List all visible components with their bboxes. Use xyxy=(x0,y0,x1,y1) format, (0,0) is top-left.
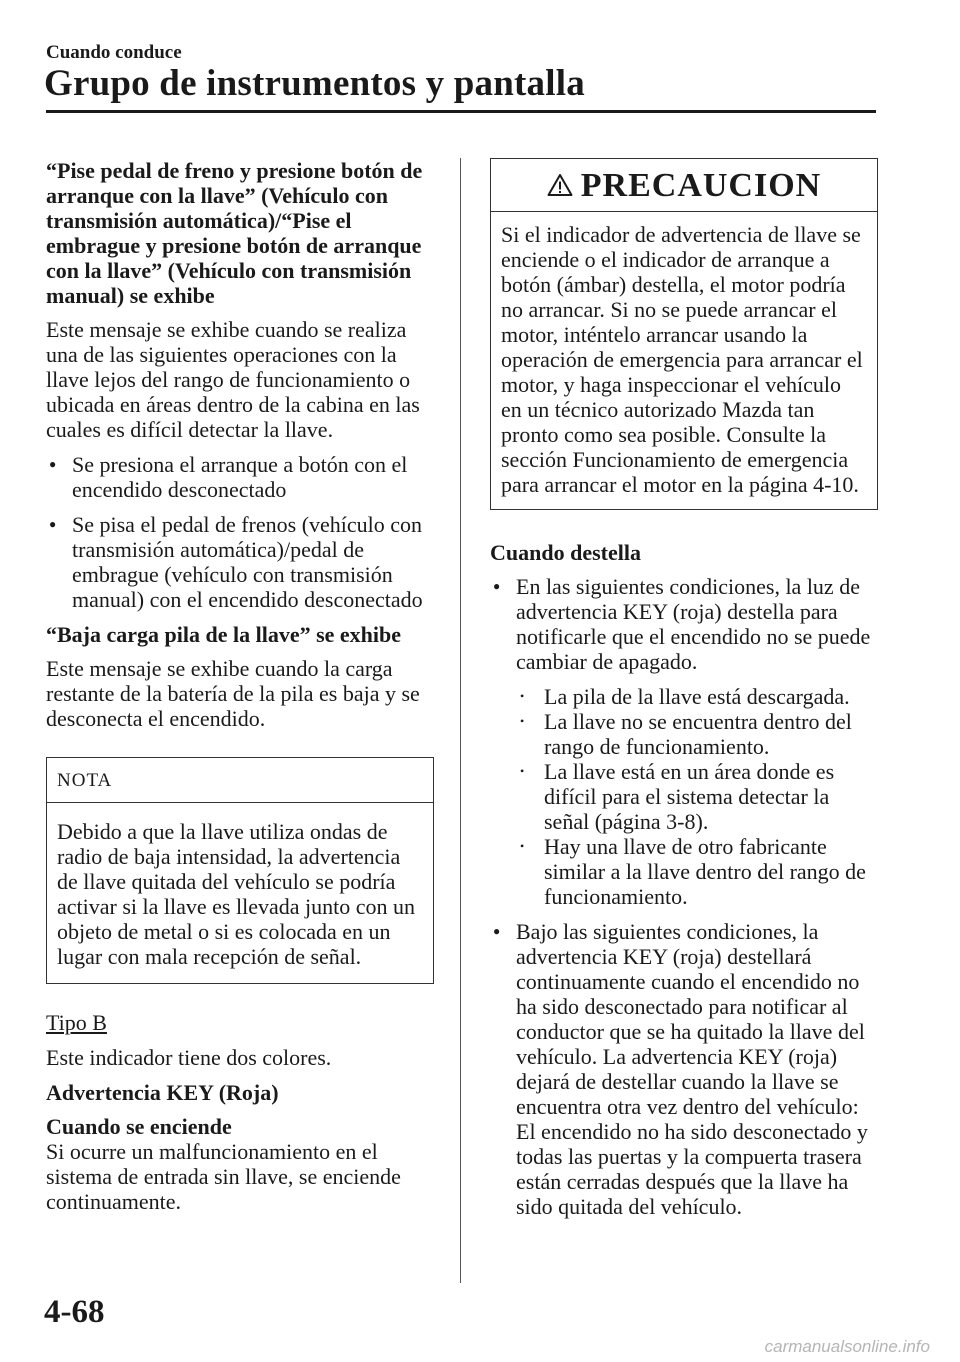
bullet-list-operations xyxy=(46,452,434,612)
list-item xyxy=(490,574,878,909)
sub-list-item: • La pila de la llave está descargada. xyxy=(490,684,878,709)
bullet-list-flash-conditions xyxy=(490,574,878,1219)
section-label: Cuando conduce xyxy=(46,42,182,63)
heading-low-battery-message: “Baja carga pila de la llave” se exhibe xyxy=(46,622,402,647)
column-divider xyxy=(460,158,461,1283)
note-title: NOTA xyxy=(47,758,433,803)
sub-list-item: • La llave no se encuentra dentro del rango de funcionamiento. xyxy=(490,709,878,759)
caution-header xyxy=(491,159,877,212)
caution-text: Si el indicador de advertencia de llave se enciende o el indicador de arranque a botón (ámbar) destella, el motor podría no arrancar. Si no se puede arrancar el motor, inténtelo arrancar usando la operación de emergencia para arrancar el motor, y haga inspeccionar el vehículo en un técnico autorizado Mazda tan pronto como sea posible. Consulte la sección Funcionamiento de emergencia para arrancar el motor en la página 4-10. xyxy=(501,222,863,497)
heading-when-flashes: Cuando destella xyxy=(490,540,641,565)
heading-press-brake-message: “Pise pedal de freno y presione botón de arranque con la llave” (Vehículo con transmisión automática)/“Pise el embrague y presione botón de arranque con la llave” (Vehículo con transmisión manual) se exhibe xyxy=(46,158,423,308)
paragraph-low-battery: Este mensaje se exhibe cuando la carga restante de la batería de la pila es baja y se desconecta el encendido. xyxy=(46,656,420,731)
paragraph-message-explanation: Este mensaje se exhibe cuando se realiza una de las siguientes operaciones con la llave lejos del rango de funcionamiento o ubicada en áreas dentro de la cabina en las cuales es difícil detectar la llave. xyxy=(46,317,420,442)
bullet-text: En las siguientes condiciones, la luz de advertencia KEY (roja) destella para notificarle que el encendido no se puede cambiar de apagado. xyxy=(516,574,871,674)
list-item: ● Bajo las siguientes condiciones, la advertencia KEY (roja) destellará continuamente cuando el encendido no ha sido desconectado para notificar al conductor que se ha quitado la llave del vehículo. La advertencia KEY (roja) dejará de destellar cuando la llave se encuentra otra vez dentro del vehículo: El encendido no ha sido desconectado y todas las puertas y la compuerta trasera están cerradas después que la llave ha sido quitada del vehículo. xyxy=(490,919,878,1219)
heading-when-illuminates: Cuando se enciende xyxy=(46,1114,232,1139)
left-column xyxy=(46,158,434,1224)
sub-list-item: • La llave está en un área donde es difícil para el sistema detectar la señal (página 3-8). xyxy=(490,759,878,834)
page-number: 4-68 xyxy=(44,1294,105,1330)
caution-box xyxy=(490,158,878,510)
watermark: carmanualsonline.info xyxy=(764,1337,930,1356)
sub-list-item: • Hay una llave de otro fabricante similar a la llave dentro del rango de funcionamiento. xyxy=(490,834,878,909)
header-rule xyxy=(46,110,876,113)
note-box xyxy=(46,757,434,984)
sub-bullet-list xyxy=(490,684,878,909)
list-item: ● Se pisa el pedal de frenos (vehículo con transmisión automática)/pedal de embrague (vehículo con transmisión manual) con el encendido desconectado xyxy=(46,512,434,612)
caution-title: PRECAUCION xyxy=(580,166,822,204)
paragraph-malfunction: Si ocurre un malfuncionamiento en el sistema de entrada sin llave, se enciende continuamente. xyxy=(46,1139,401,1214)
list-item: ● Se presiona el arranque a botón con el encendido desconectado xyxy=(46,452,434,502)
warning-triangle-icon xyxy=(547,173,573,197)
page-title: Grupo de instrumentos y pantalla xyxy=(44,63,585,104)
paragraph-two-colors: Este indicador tiene dos colores. xyxy=(46,1045,332,1070)
note-text: Debido a que la llave utiliza ondas de radio de baja intensidad, la advertencia de llave quitada del vehículo se podría activar si la llave es llevada junto con un objeto de metal o si es colocada en un lugar con mala recepción de señal. xyxy=(57,819,415,969)
right-column xyxy=(490,158,878,1229)
heading-key-warning-red: Advertencia KEY (Roja) xyxy=(46,1080,279,1105)
subsection-type-b: Tipo B xyxy=(46,1010,107,1035)
